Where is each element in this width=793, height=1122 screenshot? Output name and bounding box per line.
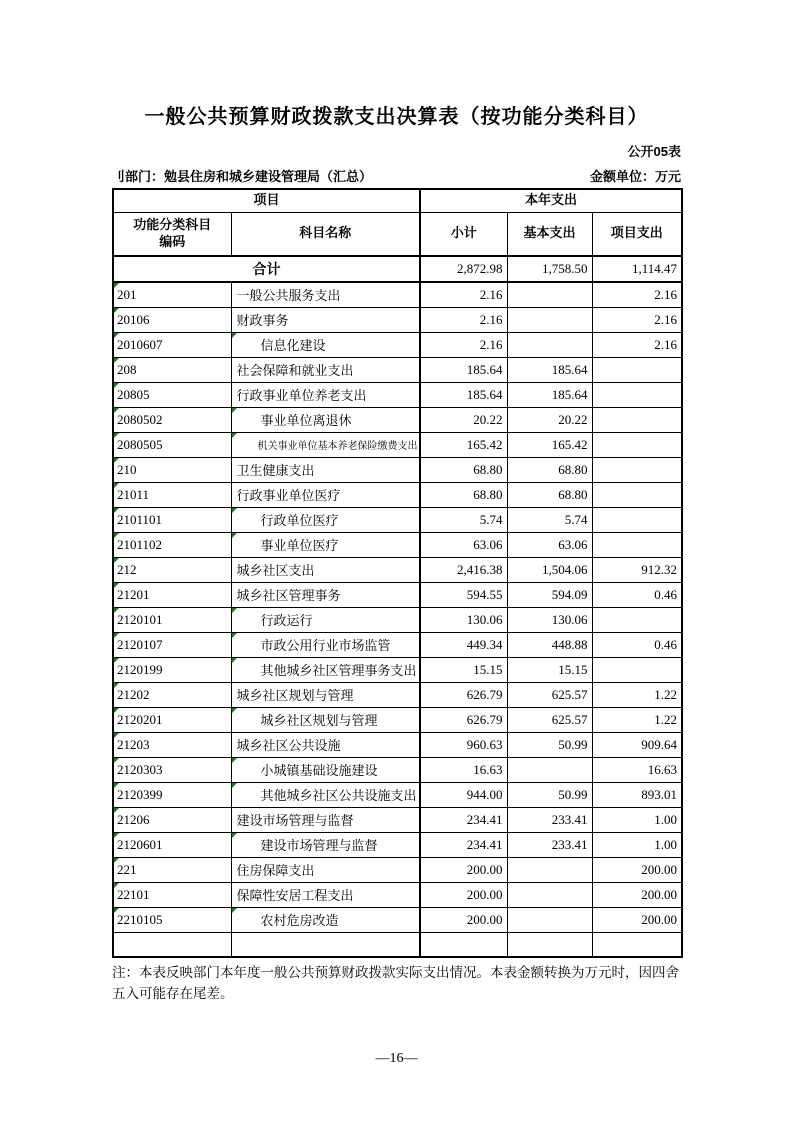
table-note: 注：本表反映部门本年度一般公共预算财政拨款实际支出情况。本表金额转换为万元时，因四舍五入可能存在尾差。 — [112, 965, 679, 1001]
cell-corner-marker — [114, 333, 119, 338]
name-value: 农村危房改造 — [260, 913, 339, 928]
code-cell — [113, 632, 231, 657]
basic-value — [507, 932, 592, 957]
header-subtotal-column: 小计 — [420, 212, 507, 256]
code-value: 221 — [117, 861, 137, 877]
cell-corner-marker — [114, 858, 119, 863]
cell-corner-marker — [114, 908, 119, 913]
project-value — [592, 507, 682, 532]
cell-corner-marker — [114, 883, 119, 888]
header-column-row — [113, 212, 682, 256]
basic-value: 20.22 — [507, 407, 592, 432]
name-cell — [231, 507, 420, 532]
cell-corner-marker — [114, 708, 119, 713]
header-current-year-group: 本年支出 — [420, 189, 682, 212]
code-value: 210 — [117, 461, 137, 477]
table-row — [113, 757, 682, 782]
cell-corner-marker — [114, 658, 119, 663]
table-row — [113, 332, 682, 357]
project-value — [592, 607, 682, 632]
cell-corner-marker — [114, 483, 119, 488]
header-code-line2: 编码 — [159, 233, 186, 249]
basic-value: 130.06 — [507, 607, 592, 632]
name-value: 社会保障和就业支出 — [236, 363, 354, 378]
code-cell — [113, 607, 231, 632]
code-value: 2080502 — [117, 411, 163, 427]
basic-value — [507, 882, 592, 907]
header-code-column — [113, 212, 231, 256]
total-row — [113, 256, 682, 282]
table-row — [113, 832, 682, 857]
code-cell — [113, 832, 231, 857]
cell-corner-marker — [114, 583, 119, 588]
subtotal-value: 200.00 — [420, 882, 507, 907]
cell-corner-marker — [114, 733, 119, 738]
code-cell — [113, 932, 231, 957]
header-project-column: 项目支出 — [592, 212, 682, 256]
table-code-label: 公开05表 — [627, 144, 681, 159]
name-cell — [231, 582, 420, 607]
subtotal-value: 68.80 — [420, 482, 507, 507]
subtotal-value: 15.15 — [420, 657, 507, 682]
budget-table-body — [113, 256, 682, 957]
cell-corner-marker — [232, 658, 237, 663]
table-row — [113, 907, 682, 932]
name-cell — [231, 782, 420, 807]
basic-value: 594.09 — [507, 582, 592, 607]
cell-corner-marker — [114, 833, 119, 838]
table-row — [113, 407, 682, 432]
code-value: 20805 — [117, 386, 150, 402]
cell-corner-marker — [114, 608, 119, 613]
cell-corner-marker — [114, 683, 119, 688]
basic-value — [507, 757, 592, 782]
code-cell — [113, 382, 231, 407]
name-cell — [231, 482, 420, 507]
cell-corner-marker — [114, 533, 119, 538]
code-value: 21206 — [117, 811, 150, 827]
project-value — [592, 932, 682, 957]
cell-corner-marker — [232, 333, 237, 338]
code-cell — [113, 807, 231, 832]
code-cell — [113, 357, 231, 382]
code-value: 2120601 — [117, 836, 163, 852]
table-row — [113, 782, 682, 807]
project-value: 893.01 — [592, 782, 682, 807]
table-row — [113, 882, 682, 907]
total-project-value: 1,114.47 — [592, 256, 682, 282]
name-cell — [231, 732, 420, 757]
name-cell — [231, 532, 420, 557]
name-cell — [231, 757, 420, 782]
code-cell — [113, 732, 231, 757]
total-subtotal-value: 2,872.98 — [420, 256, 507, 282]
project-value: 0.46 — [592, 632, 682, 657]
basic-value — [507, 282, 592, 307]
basic-value — [507, 307, 592, 332]
name-cell — [231, 882, 420, 907]
table-row — [113, 282, 682, 307]
cell-corner-marker — [114, 433, 119, 438]
table-row — [113, 307, 682, 332]
code-value: 2120199 — [117, 661, 163, 677]
code-value: 2120399 — [117, 786, 163, 802]
cell-corner-marker — [114, 308, 119, 313]
subtotal-value: 16.63 — [420, 757, 507, 782]
name-cell — [231, 907, 420, 932]
name-value: 卫生健康支出 — [236, 463, 315, 478]
code-value: 20106 — [117, 311, 150, 327]
department-label: 刂部门：勉县住房和城乡建设管理局（汇总） — [112, 169, 373, 184]
project-value: 0.46 — [592, 582, 682, 607]
name-cell — [231, 857, 420, 882]
code-cell — [113, 682, 231, 707]
cell-corner-marker — [232, 708, 237, 713]
cell-corner-marker — [232, 758, 237, 763]
code-value: 2120303 — [117, 761, 163, 777]
project-value: 200.00 — [592, 857, 682, 882]
cell-corner-marker — [232, 833, 237, 838]
cell-corner-marker — [114, 458, 119, 463]
name-value: 城乡社区公共设施 — [236, 738, 341, 753]
project-value — [592, 382, 682, 407]
name-value: 一般公共服务支出 — [236, 288, 341, 304]
name-value: 城乡社区规划与管理 — [236, 688, 354, 703]
code-cell — [113, 307, 231, 332]
total-basic-value: 1,758.50 — [507, 256, 592, 282]
code-value: 22101 — [117, 886, 150, 902]
table-row — [113, 432, 682, 457]
cell-corner-marker — [232, 433, 237, 438]
code-value: 2010607 — [117, 336, 163, 352]
project-value: 200.00 — [592, 907, 682, 932]
cell-corner-marker — [114, 358, 119, 363]
code-value: 21011 — [117, 486, 150, 502]
subtotal-value: 2.16 — [420, 307, 507, 332]
project-value: 200.00 — [592, 882, 682, 907]
name-value: 行政事业单位医疗 — [236, 488, 341, 503]
project-value: 912.32 — [592, 557, 682, 582]
subtotal-value: 234.41 — [420, 832, 507, 857]
subtotal-value: 594.55 — [420, 582, 507, 607]
subtotal-value: 165.42 — [420, 432, 507, 457]
table-row — [113, 482, 682, 507]
code-value: 21203 — [117, 736, 150, 752]
code-cell — [113, 407, 231, 432]
project-value: 909.64 — [592, 732, 682, 757]
header-basic-column: 基本支出 — [507, 212, 592, 256]
name-value: 住房保障支出 — [236, 863, 315, 878]
basic-value: 625.57 — [507, 707, 592, 732]
name-cell — [231, 557, 420, 582]
subtotal-value: 68.80 — [420, 457, 507, 482]
cell-corner-marker — [232, 783, 237, 788]
code-cell — [113, 332, 231, 357]
subtotal-value — [420, 932, 507, 957]
code-cell — [113, 907, 231, 932]
project-value — [592, 407, 682, 432]
cell-corner-marker — [232, 608, 237, 613]
code-value: 2101102 — [117, 536, 163, 552]
total-label: 合计 — [113, 256, 420, 282]
code-value: 2101101 — [117, 511, 163, 527]
cell-corner-marker — [114, 783, 119, 788]
basic-value: 63.06 — [507, 532, 592, 557]
name-cell — [231, 607, 420, 632]
table-row — [113, 507, 682, 532]
code-value: 208 — [117, 361, 137, 377]
table-row — [113, 607, 682, 632]
project-value: 2.16 — [592, 332, 682, 357]
basic-value: 448.88 — [507, 632, 592, 657]
basic-value: 625.57 — [507, 682, 592, 707]
code-cell — [113, 882, 231, 907]
basic-value: 1,504.06 — [507, 557, 592, 582]
code-cell — [113, 282, 231, 307]
project-value: 1.22 — [592, 682, 682, 707]
name-cell — [231, 682, 420, 707]
document-page — [112, 0, 681, 1067]
table-row — [113, 682, 682, 707]
project-value: 1.22 — [592, 707, 682, 732]
subtotal-value: 626.79 — [420, 682, 507, 707]
project-value — [592, 357, 682, 382]
table-row — [113, 357, 682, 382]
code-value: 201 — [117, 286, 137, 302]
name-cell — [231, 357, 420, 382]
table-row — [113, 732, 682, 757]
subtotal-value: 449.34 — [420, 632, 507, 657]
table-row — [113, 632, 682, 657]
name-value: 事业单位离退休 — [260, 413, 352, 428]
code-value: 2210105 — [117, 911, 163, 927]
cell-corner-marker — [114, 408, 119, 413]
cell-corner-marker — [114, 283, 119, 288]
basic-value: 185.64 — [507, 382, 592, 407]
name-value: 财政事务 — [236, 313, 289, 328]
subtotal-value: 130.06 — [420, 607, 507, 632]
code-cell — [113, 432, 231, 457]
subtotal-value: 63.06 — [420, 532, 507, 557]
name-cell — [231, 632, 420, 657]
name-cell — [231, 832, 420, 857]
code-cell — [113, 557, 231, 582]
table-row — [113, 382, 682, 407]
name-cell — [231, 332, 420, 357]
name-cell — [231, 432, 420, 457]
name-cell — [231, 457, 420, 482]
code-cell — [113, 757, 231, 782]
project-value: 2.16 — [592, 307, 682, 332]
code-value: 21202 — [117, 686, 150, 702]
subtotal-value: 960.63 — [420, 732, 507, 757]
project-value — [592, 432, 682, 457]
cell-corner-marker — [114, 758, 119, 763]
table-row — [113, 857, 682, 882]
subtotal-value: 2.16 — [420, 332, 507, 357]
code-cell — [113, 657, 231, 682]
subtotal-value: 2.16 — [420, 282, 507, 307]
table-row — [113, 707, 682, 732]
cell-corner-marker — [114, 633, 119, 638]
basic-value: 50.99 — [507, 782, 592, 807]
name-value: 城乡社区支出 — [236, 563, 315, 578]
project-value: 2.16 — [592, 282, 682, 307]
table-row — [113, 932, 682, 957]
name-value: 小城镇基础设施建设 — [260, 763, 378, 778]
code-value: 2120107 — [117, 636, 163, 652]
code-cell — [113, 582, 231, 607]
table-row — [113, 457, 682, 482]
code-value: 212 — [117, 561, 137, 577]
name-value: 建设市场管理与监督 — [236, 813, 354, 828]
table-row — [113, 582, 682, 607]
header-project-group: 项目 — [113, 189, 420, 212]
project-value — [592, 457, 682, 482]
table-row — [113, 557, 682, 582]
header-code-line1: 功能分类科目 — [133, 216, 212, 232]
page-number: —16— — [375, 1050, 418, 1066]
name-cell — [231, 307, 420, 332]
subtotal-value: 200.00 — [420, 857, 507, 882]
project-value: 1.00 — [592, 807, 682, 832]
name-value: 其他城乡社区管理事务支出 — [260, 663, 417, 678]
subtotal-value: 185.64 — [420, 382, 507, 407]
basic-value: 15.15 — [507, 657, 592, 682]
code-value: 2120101 — [117, 611, 163, 627]
name-value: 建设市场管理与监督 — [260, 838, 378, 853]
project-value: 1.00 — [592, 832, 682, 857]
subtotal-value: 20.22 — [420, 407, 507, 432]
name-value: 其他城乡社区公共设施支出 — [260, 788, 417, 803]
unit-label: 金额单位：万元 — [589, 169, 681, 184]
name-value: 行政事业单位养老支出 — [236, 388, 367, 403]
basic-value: 233.41 — [507, 807, 592, 832]
code-cell — [113, 482, 231, 507]
basic-value: 68.80 — [507, 457, 592, 482]
code-cell — [113, 457, 231, 482]
subtotal-value: 944.00 — [420, 782, 507, 807]
project-value — [592, 532, 682, 557]
cell-corner-marker — [232, 408, 237, 413]
name-value: 城乡社区规划与管理 — [260, 713, 378, 728]
name-value: 信息化建设 — [260, 338, 326, 353]
name-value: 事业单位医疗 — [260, 538, 339, 553]
subtotal-value: 200.00 — [420, 907, 507, 932]
project-value — [592, 482, 682, 507]
code-cell — [113, 782, 231, 807]
code-value: 2080505 — [117, 436, 163, 452]
cell-corner-marker — [232, 908, 237, 913]
header-group-row — [113, 189, 682, 212]
name-value: 市政公用行业市场监管 — [260, 638, 391, 653]
cell-corner-marker — [232, 633, 237, 638]
code-cell — [113, 857, 231, 882]
name-value: 城乡社区管理事务 — [236, 588, 341, 603]
code-cell — [113, 507, 231, 532]
name-value: 保障性安居工程支出 — [236, 888, 354, 903]
name-cell — [231, 407, 420, 432]
basic-value: 165.42 — [507, 432, 592, 457]
basic-value: 68.80 — [507, 482, 592, 507]
name-cell — [231, 932, 420, 957]
basic-value: 50.99 — [507, 732, 592, 757]
table-meta-row — [112, 166, 681, 185]
name-value: 行政单位医疗 — [260, 513, 339, 528]
basic-value — [507, 332, 592, 357]
table-row — [113, 657, 682, 682]
basic-value — [507, 907, 592, 932]
basic-value: 233.41 — [507, 832, 592, 857]
cell-corner-marker — [232, 508, 237, 513]
cell-corner-marker — [114, 383, 119, 388]
code-cell — [113, 532, 231, 557]
subtotal-value: 234.41 — [420, 807, 507, 832]
name-value: 行政运行 — [260, 613, 313, 628]
basic-value: 185.64 — [507, 357, 592, 382]
table-row — [113, 807, 682, 832]
name-cell — [231, 807, 420, 832]
basic-value — [507, 857, 592, 882]
name-cell — [231, 382, 420, 407]
code-value: 2120201 — [117, 711, 163, 727]
name-cell — [231, 657, 420, 682]
cell-corner-marker — [114, 558, 119, 563]
basic-value: 5.74 — [507, 507, 592, 532]
subtotal-value: 2,416.38 — [420, 557, 507, 582]
name-cell — [231, 707, 420, 732]
budget-table — [112, 188, 683, 958]
subtotal-value: 626.79 — [420, 707, 507, 732]
table-row — [113, 532, 682, 557]
header-name-column: 科目名称 — [231, 212, 420, 256]
name-value: 机关事业单位基本养老保险缴费支出 — [257, 441, 418, 452]
project-value — [592, 657, 682, 682]
page-title: 一般公共预算财政拨款支出决算表（按功能分类科目） — [144, 106, 649, 128]
code-value: 21201 — [117, 586, 150, 602]
cell-corner-marker — [114, 508, 119, 513]
budget-table-header — [113, 189, 682, 256]
name-cell — [231, 282, 420, 307]
code-cell — [113, 707, 231, 732]
cell-corner-marker — [114, 808, 119, 813]
project-value: 16.63 — [592, 757, 682, 782]
subtotal-value: 5.74 — [420, 507, 507, 532]
subtotal-value: 185.64 — [420, 357, 507, 382]
cell-corner-marker — [232, 533, 237, 538]
